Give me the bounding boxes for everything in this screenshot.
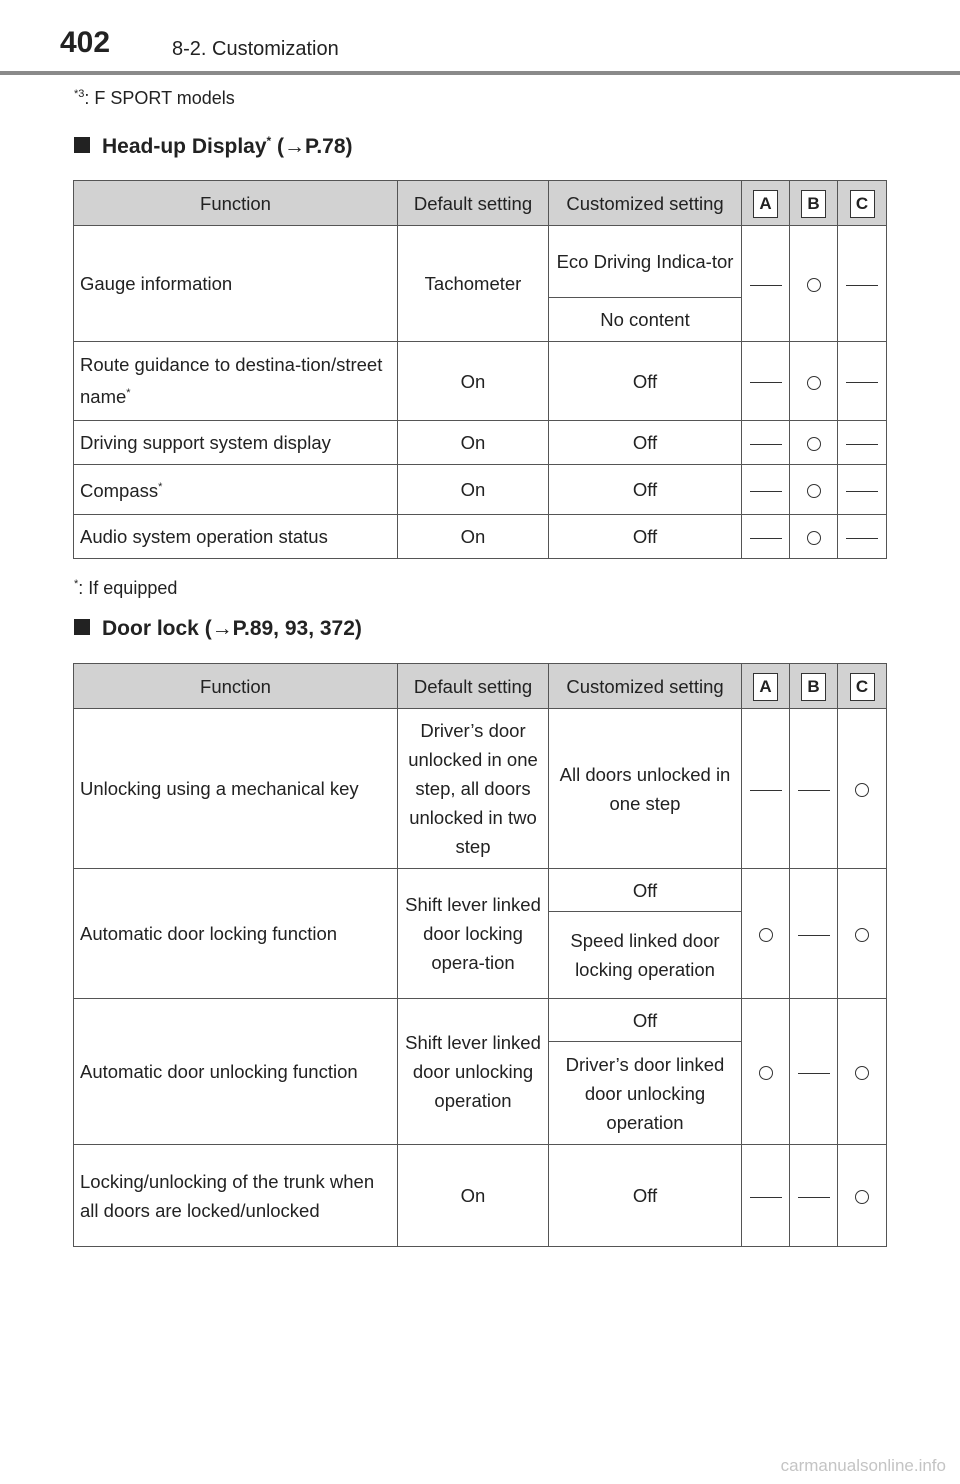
section-title: 8-2. Customization xyxy=(172,38,339,60)
dash-icon xyxy=(750,790,782,791)
cell-custom: Speed linked door locking operation xyxy=(549,912,742,999)
page-header xyxy=(0,0,960,74)
mark-c xyxy=(838,226,887,342)
dash-icon xyxy=(846,538,878,539)
table-row xyxy=(74,869,887,912)
circle-icon xyxy=(855,1066,869,1080)
function-text: Route guidance to destina-tion/street name xyxy=(80,354,383,408)
mark-c xyxy=(838,999,887,1145)
footnote-text: : If equipped xyxy=(78,578,178,598)
circle-icon xyxy=(807,437,821,451)
square-bullet-icon xyxy=(74,137,90,153)
door-lock-heading xyxy=(74,617,362,641)
mark-b xyxy=(790,999,838,1145)
door-lock-settings-table xyxy=(73,663,887,1247)
cell-default: On xyxy=(398,1145,549,1247)
cell-default: On xyxy=(398,342,549,421)
col-custom: Customized setting xyxy=(549,664,742,709)
cell-custom: Off xyxy=(549,421,742,465)
dash-icon xyxy=(750,444,782,445)
circle-icon xyxy=(855,783,869,797)
cell-custom: Off xyxy=(549,869,742,912)
dash-icon xyxy=(846,285,878,286)
a-box-icon: A xyxy=(753,673,778,701)
dash-icon xyxy=(750,1197,782,1198)
mark-a xyxy=(742,342,790,421)
cell-custom: No content xyxy=(549,298,742,342)
cell-default: On xyxy=(398,465,549,515)
col-a xyxy=(742,664,790,709)
dash-icon xyxy=(750,491,782,492)
mark-b xyxy=(790,421,838,465)
table-header-row xyxy=(74,181,887,226)
door-lock-title: Door lock xyxy=(102,617,199,640)
mark-a xyxy=(742,465,790,515)
mark-c xyxy=(838,869,887,999)
cell-custom: Off xyxy=(549,465,742,515)
table-row xyxy=(74,515,887,559)
hud-settings-table xyxy=(73,180,887,559)
table-row xyxy=(74,226,887,298)
cell-function: Locking/unlocking of the trunk when all doors are locked/unlocked xyxy=(74,1145,398,1247)
circle-icon xyxy=(807,376,821,390)
footnote-marker: * xyxy=(74,578,79,590)
square-bullet-icon xyxy=(74,619,90,635)
circle-icon xyxy=(807,484,821,498)
circle-icon xyxy=(759,1066,773,1080)
dash-icon xyxy=(798,1073,830,1074)
cell-default: Shift lever linked door locking opera-tion xyxy=(398,869,549,999)
dash-icon xyxy=(846,491,878,492)
mark-a xyxy=(742,421,790,465)
mark-b xyxy=(790,709,838,869)
dash-icon xyxy=(798,935,830,936)
mark-c xyxy=(838,421,887,465)
mark-c xyxy=(838,1145,887,1247)
dash-icon xyxy=(798,790,830,791)
mark-a xyxy=(742,1145,790,1247)
cell-custom: Off xyxy=(549,342,742,421)
dash-icon xyxy=(846,444,878,445)
col-c xyxy=(838,181,887,226)
dash-icon xyxy=(750,285,782,286)
f-sport-note xyxy=(74,88,235,109)
cell-custom: All doors unlocked in one step xyxy=(549,709,742,869)
mark-c xyxy=(838,465,887,515)
circle-icon xyxy=(855,928,869,942)
function-sup: * xyxy=(158,481,163,494)
header-rule xyxy=(0,71,960,75)
table-header-row xyxy=(74,664,887,709)
col-a xyxy=(742,181,790,226)
page-number: 402 xyxy=(60,26,111,59)
col-custom: Customized setting xyxy=(549,181,742,226)
cell-function: Unlocking using a mechanical key xyxy=(74,709,398,869)
table-row xyxy=(74,999,887,1042)
c-box-icon: C xyxy=(850,673,875,701)
watermark: carmanualsonline.info xyxy=(780,1456,946,1475)
function-text: Compass xyxy=(80,480,159,502)
hud-title-sup: * xyxy=(266,134,272,148)
mark-b xyxy=(790,1145,838,1247)
col-function: Function xyxy=(74,664,398,709)
table-row xyxy=(74,709,887,869)
note-marker: *3 xyxy=(74,88,85,100)
cell-custom: Driver’s door linked door unlocking operation xyxy=(549,1042,742,1145)
dash-icon xyxy=(750,538,782,539)
cell-default: Tachometer xyxy=(398,226,549,342)
mark-a xyxy=(742,999,790,1145)
table-row xyxy=(74,342,887,421)
cell-default: On xyxy=(398,515,549,559)
cell-function: Driving support system display xyxy=(74,421,398,465)
a-box-icon: A xyxy=(753,190,778,218)
mark-a xyxy=(742,709,790,869)
note-text: : F SPORT models xyxy=(84,88,235,108)
dash-icon xyxy=(750,382,782,383)
cell-default: On xyxy=(398,421,549,465)
cell-custom: Off xyxy=(549,1145,742,1247)
cell-default: Driver’s door unlocked in one step, all doors unlocked in two step xyxy=(398,709,549,869)
table-row xyxy=(74,1145,887,1247)
cell-function: Automatic door unlocking function xyxy=(74,999,398,1145)
b-box-icon: B xyxy=(801,190,826,218)
table-row xyxy=(74,465,887,515)
col-function: Function xyxy=(74,181,398,226)
c-box-icon: C xyxy=(850,190,875,218)
cell-custom: Off xyxy=(549,515,742,559)
circle-icon xyxy=(855,1190,869,1204)
mark-c xyxy=(838,342,887,421)
mark-a xyxy=(742,869,790,999)
mark-b xyxy=(790,465,838,515)
b-box-icon: B xyxy=(801,673,826,701)
mark-a xyxy=(742,226,790,342)
dash-icon xyxy=(798,1197,830,1198)
mark-c xyxy=(838,709,887,869)
mark-c xyxy=(838,515,887,559)
circle-icon xyxy=(807,278,821,292)
dash-icon xyxy=(846,382,878,383)
cell-function: Automatic door locking function xyxy=(74,869,398,999)
door-lock-ref-link[interactable]: (→P.89, 93, 372) xyxy=(198,617,362,640)
function-sup: * xyxy=(126,387,131,400)
cell-custom: Eco Driving Indica-tor xyxy=(549,226,742,298)
if-equipped-note xyxy=(74,578,177,599)
hud-ref-link[interactable]: (→P.78) xyxy=(271,135,353,158)
cell-function: Audio system operation status xyxy=(74,515,398,559)
col-b xyxy=(790,181,838,226)
cell-custom: Off xyxy=(549,999,742,1042)
circle-icon xyxy=(759,928,773,942)
cell-function xyxy=(74,465,398,515)
col-c xyxy=(838,664,887,709)
mark-b xyxy=(790,515,838,559)
table-row xyxy=(74,421,887,465)
col-b xyxy=(790,664,838,709)
circle-icon xyxy=(807,531,821,545)
mark-a xyxy=(742,515,790,559)
mark-b xyxy=(790,869,838,999)
col-default: Default setting xyxy=(398,664,549,709)
cell-default: Shift lever linked door unlocking operation xyxy=(398,999,549,1145)
hud-title: Head-up Display xyxy=(102,135,267,158)
mark-b xyxy=(790,226,838,342)
cell-function: Gauge information xyxy=(74,226,398,342)
cell-function xyxy=(74,342,398,421)
mark-b xyxy=(790,342,838,421)
hud-heading xyxy=(74,134,353,159)
col-default: Default setting xyxy=(398,181,549,226)
